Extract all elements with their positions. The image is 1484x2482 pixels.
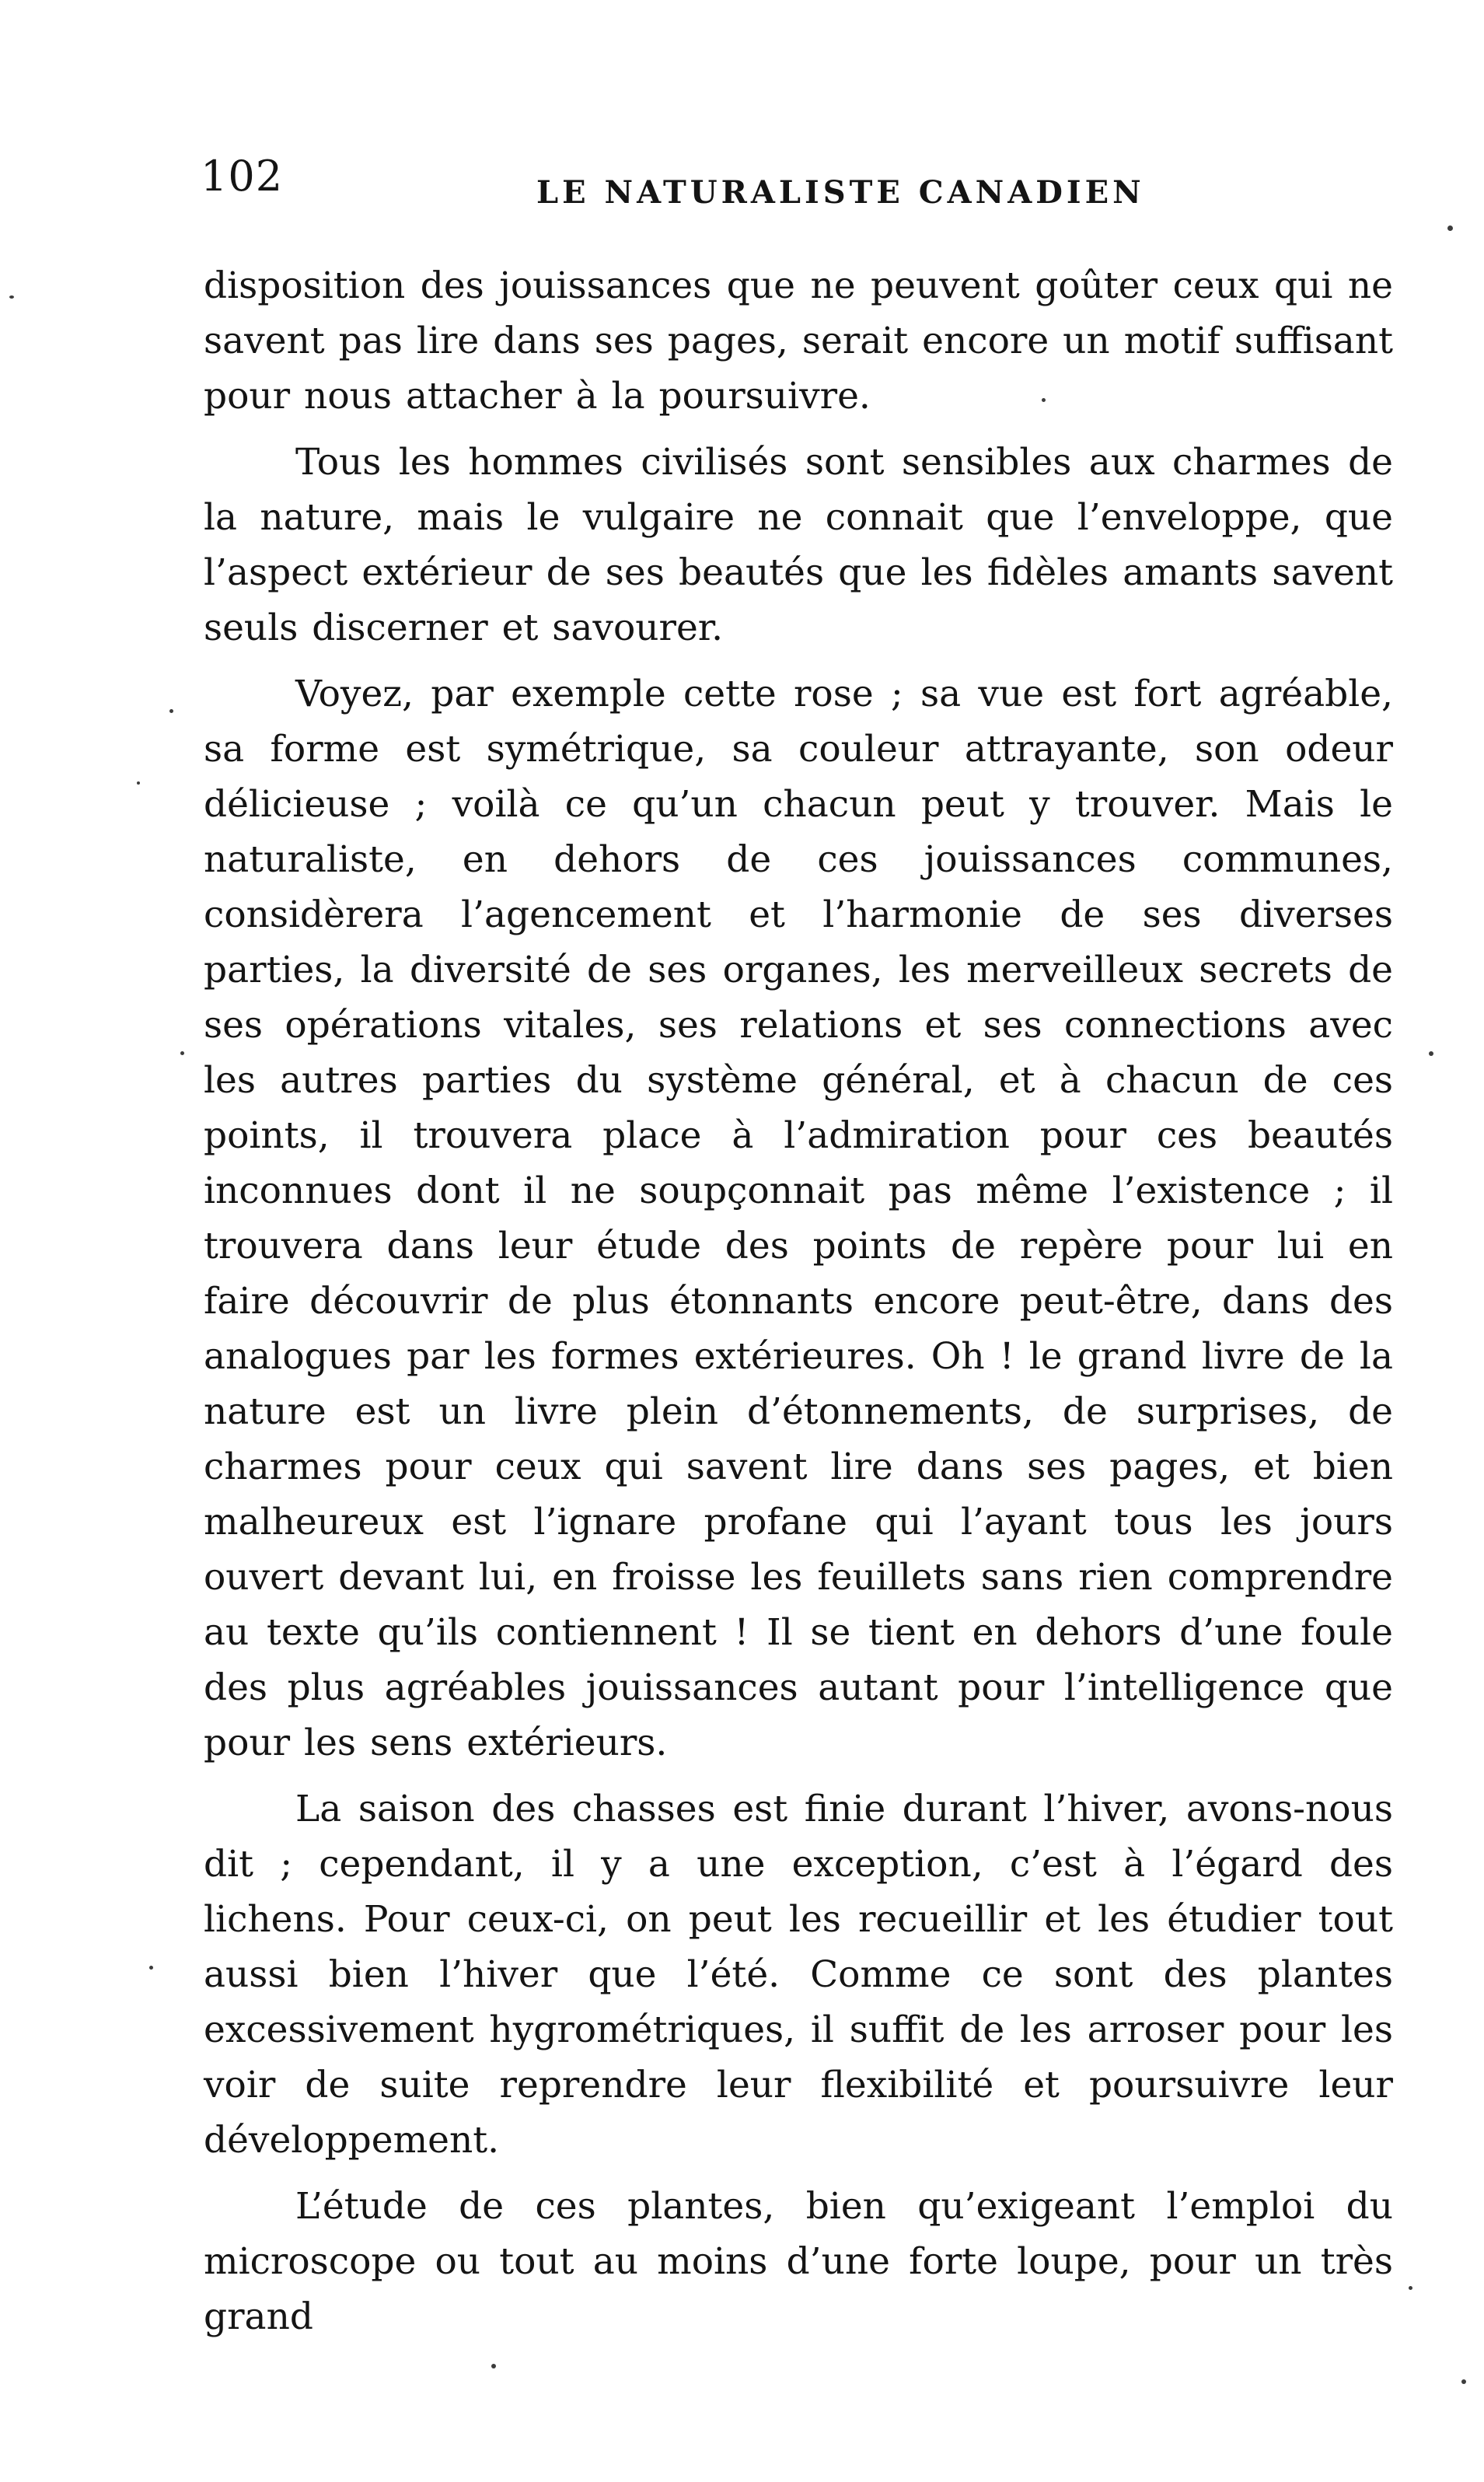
paragraph: L’étude de ces plantes, bien qu’exigeant l’emploi du microscope ou tout au moins d’une forte loupe, pour un très grand	[204, 2185, 1393, 2338]
paragraph-continuation: disposition des jouissances que ne peuvent goûter ceux qui ne savent pas lire dans ses pages, serait encore un motif suffisant pour nous attacher à la poursuivre.	[204, 264, 1393, 418]
paragraph: Tous les hommes civilisés sont sensibles aux charmes de la nature, mais le vulgaire ne connait que l’enveloppe, que l’aspect extérieur de ses beautés que les fidèles amants savent seuls discerner et savourer.	[204, 441, 1393, 649]
scan-speck	[1409, 2286, 1412, 2290]
paragraph: La saison des chasses est finie durant l’hiver, avons-nous dit ; cependant, il y a une exception, c’est à l’égard des lichens. Pour ceux-ci, on peut les recueillir et les étudier tout aussi bien l’hiver que l’été. Comme ce sont des plantes excessivement hygrométriques, il suffit de les arroser pour les voir de suite reprendre leur flexibilité et poursuivre leur développement.	[204, 1788, 1393, 2162]
scan-speck	[1461, 2379, 1466, 2384]
scan-speck	[491, 2364, 496, 2368]
scan-speck	[1042, 398, 1046, 402]
page-number: 102	[201, 152, 284, 201]
scan-speck	[137, 781, 140, 785]
body-text	[204, 258, 1393, 2355]
scan-speck	[180, 1051, 184, 1055]
scan-speck	[9, 295, 14, 299]
running-title: LE NATURALISTE CANADIEN	[536, 174, 1145, 211]
scan-speck	[1447, 225, 1453, 231]
paragraph: Voyez, par exemple cette rose ; sa vue est fort agréable, sa forme est symétrique, sa couleur attrayante, son odeur délicieuse ; voilà ce qu’un chacun peut y trouver. Mais le naturaliste, en dehors de ces jouissances communes, considèrera l’agencement et l’harmonie de ses diverses parties, la diversité de ses organes, les merveilleux secrets de ses opérations vitales, ses relations et ses connections avec les autres parties du système général, et à chacun de ces points, il trouvera place à l’admiration pour ces beautés inconnues dont il ne soupçonnait pas même l’existence ; il trouvera dans leur étude des points de repère pour lui en faire découvrir de plus étonnants encore peut-être, dans des analogues par les formes extérieures. Oh ! le grand livre de la nature est un livre plein d’étonnements, de surprises, de charmes pour ceux qui savent lire dans ses pages, et bien malheureux est l’ignare profane qui l’ayant tous les jours ouvert devant lui, en froisse les feuillets sans rien comprendre au texte qu’ils contiennent ! Il se tient en dehors d’une foule des plus agréables jouissances autant pour l’intelligence que pour les sens extérieurs.	[204, 673, 1393, 1764]
scan-speck	[1429, 1051, 1433, 1056]
scan-speck	[149, 1966, 153, 1970]
scan-speck	[169, 709, 173, 713]
